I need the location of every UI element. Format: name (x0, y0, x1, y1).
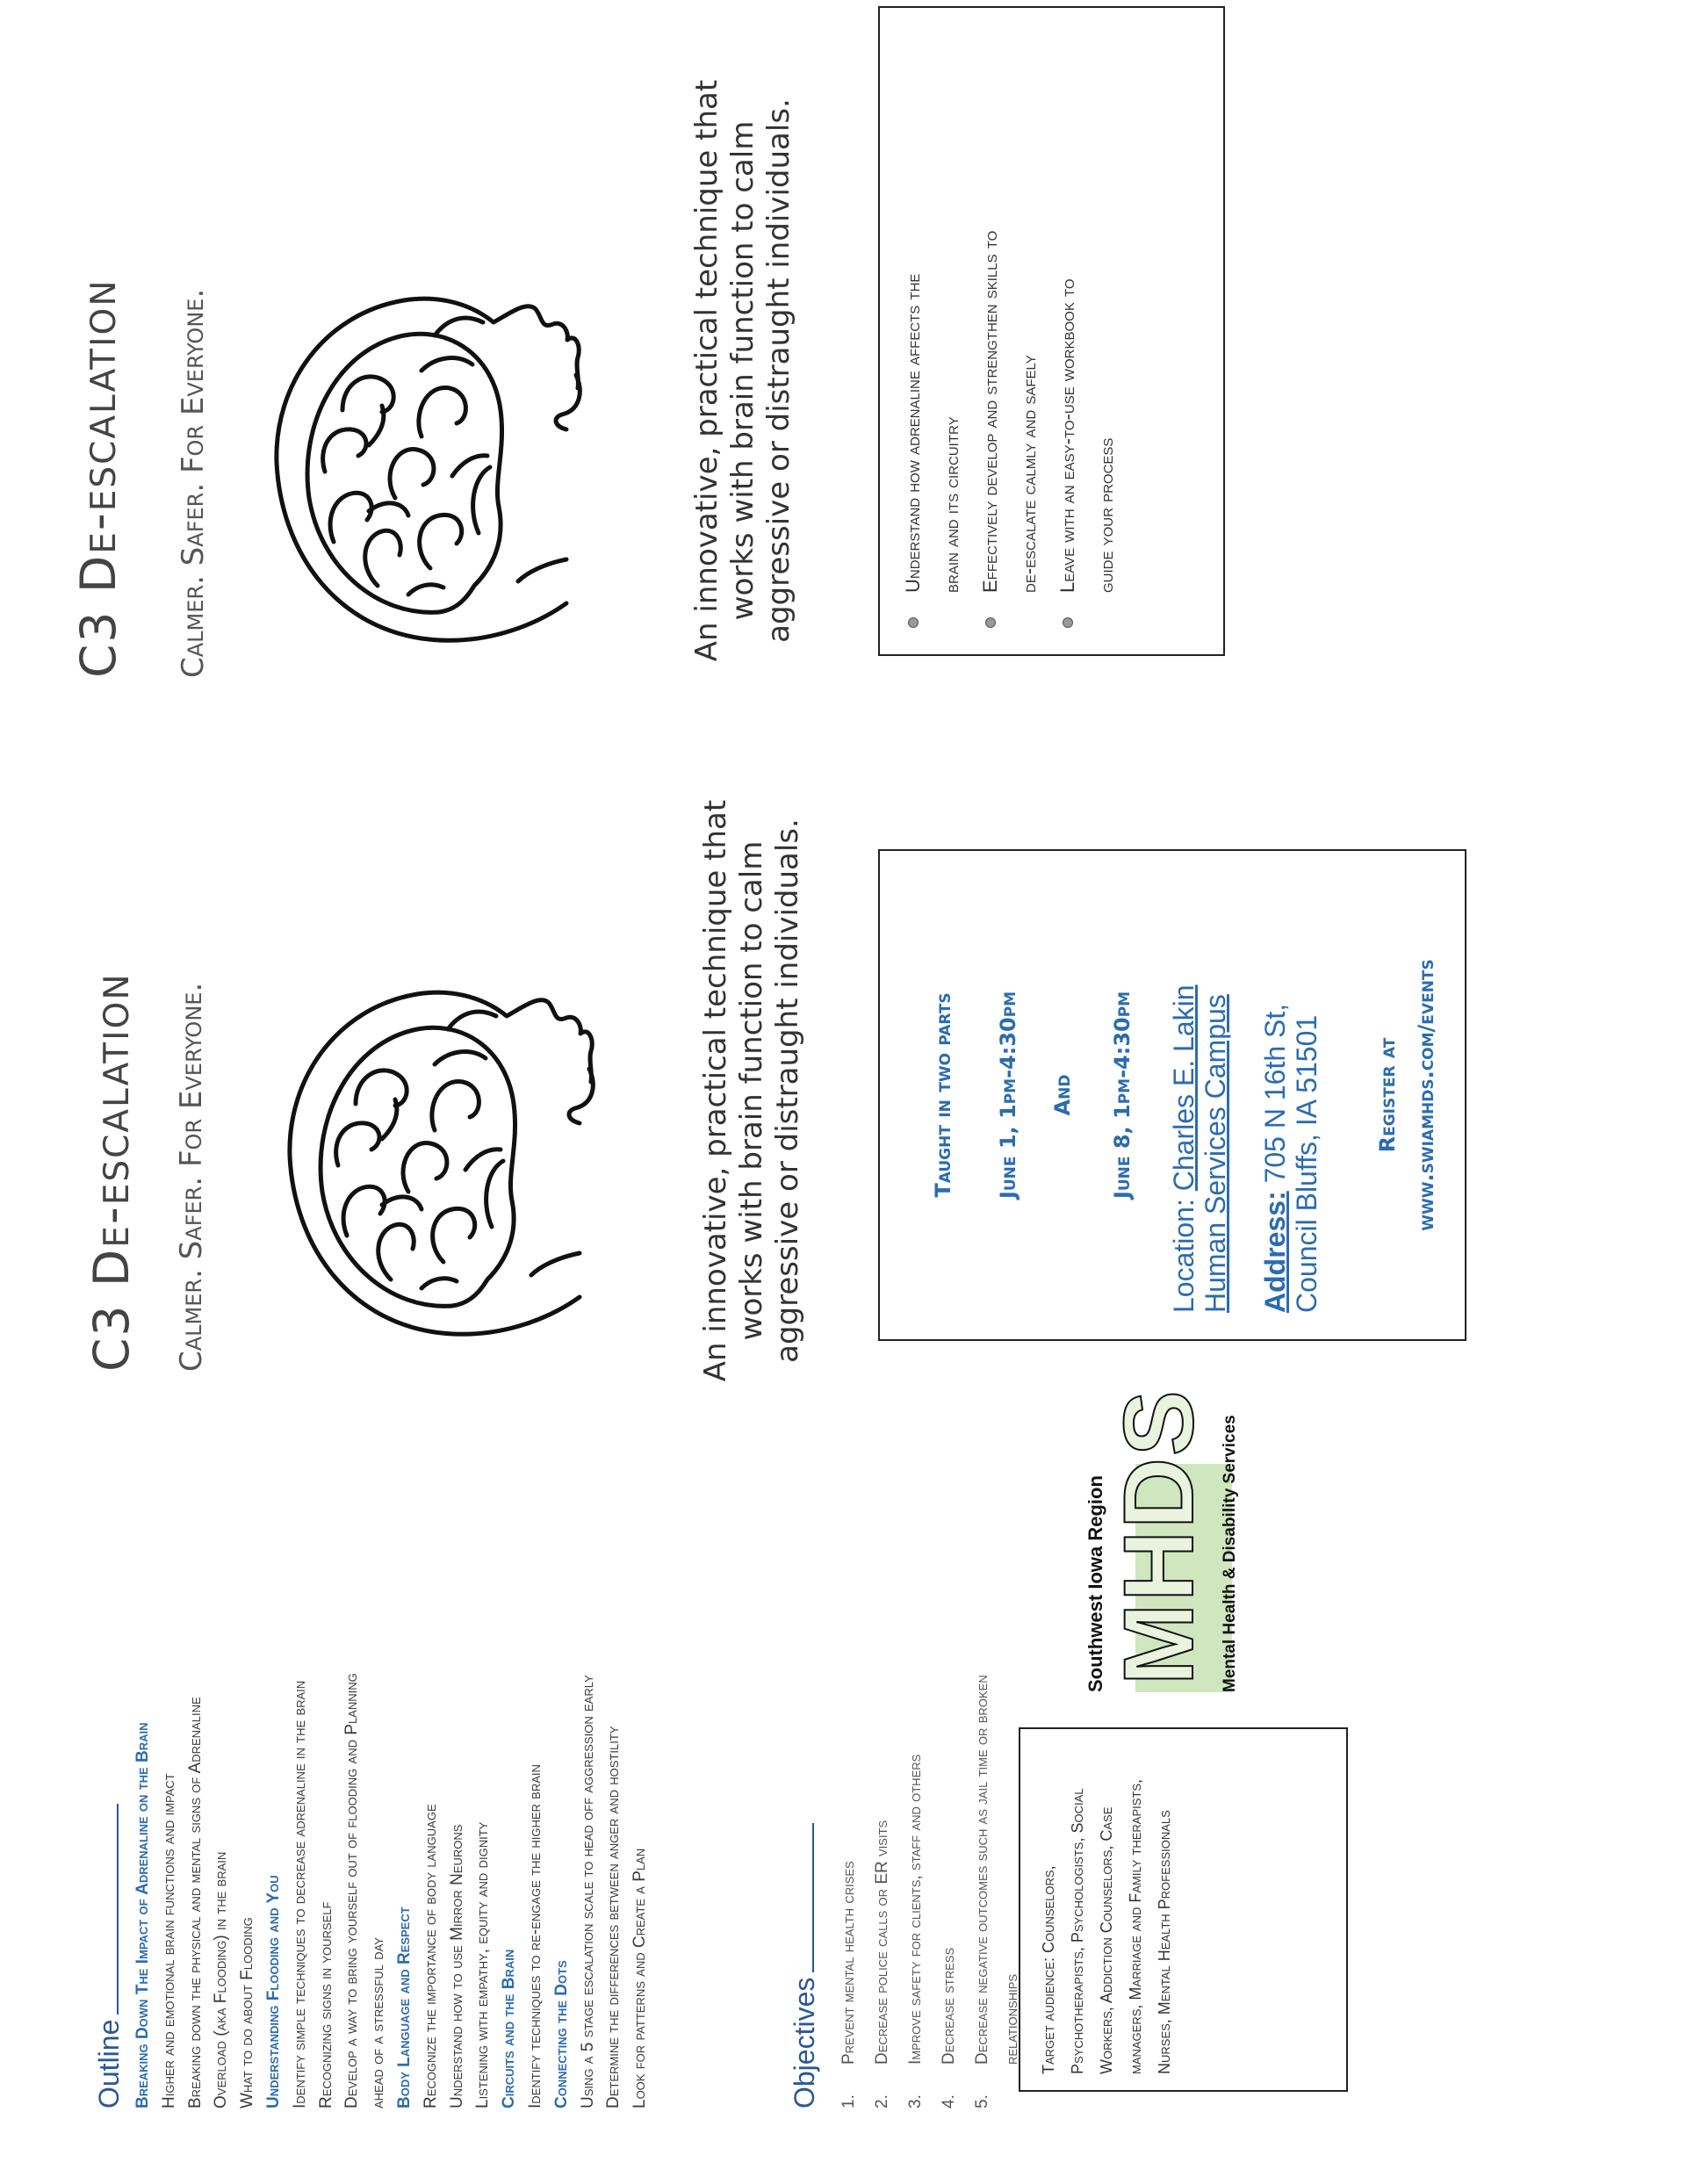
target-audience-box (1019, 1727, 1348, 2092)
outline-line: Understanding Flooding and You (263, 1875, 283, 2108)
objective-text: Decrease stress (940, 1947, 958, 2065)
event-and: And (1050, 1074, 1075, 1116)
outline-line: Identify simple techniques to decrease adrenaline in the brain (290, 1680, 309, 2108)
objective-item (899, 1441, 933, 2108)
objective-item (866, 1441, 899, 2108)
register-url-link[interactable]: www.swiamhds.com/events (1414, 959, 1438, 1231)
outline-line: Circuits and the Brain (500, 1949, 519, 2108)
objective-text: Decrease police calls or ER visits (873, 1820, 891, 2065)
outline-line: Body Language and Respect (394, 1906, 414, 2108)
mhds-logo (1084, 1388, 1339, 1692)
objective-text: Decrease negative outcomes such as jail time or broken (973, 1675, 991, 2065)
brochure-title: C3 De-escalation (83, 972, 140, 1372)
objective-number: 5. (973, 2094, 991, 2108)
event-date-1: June 1, 1pm-4:30pm (996, 991, 1020, 1200)
objectives-heading: Objectives (789, 1823, 821, 2108)
objective-number: 1. (839, 2094, 858, 2108)
address-label: Address: (1259, 1191, 1291, 1313)
outline-panel (0, 1388, 1686, 2184)
logo-mark: MHDS (1104, 1388, 1214, 1685)
outline-line: ahead of a stressful day (369, 1937, 388, 2108)
logo-subtitle: Mental Health & Disability Services (1221, 1415, 1239, 1692)
audience-line: Workers, Addiction Counselors, Case (1098, 1806, 1115, 2074)
outline-line: Higher and emotional brain functions and impact (159, 1773, 178, 2108)
outline-line: Determine the differences between anger and hostility (604, 1726, 623, 2108)
outline-line: Breaking Down The Impact of Adrenaline on the Brain (133, 1722, 152, 2108)
benefit-line: de-escalate calmly and safely (1018, 355, 1040, 593)
brochure-tagline: Calmer. Safer. For Everyone. (174, 982, 209, 1372)
head-brain-icon (263, 287, 588, 674)
outline-line: Overload (aka Flooding) in the brain (212, 1851, 231, 2108)
benefits-list (894, 29, 1126, 628)
logo-region-text: Southwest Iowa Region (1084, 1475, 1106, 1692)
benefit-item (894, 29, 971, 628)
objectives-list (832, 1441, 1026, 2108)
register-block (1368, 877, 1445, 1313)
objective-number: 3. (906, 2094, 925, 2108)
audience-line: Psychotherapists, Psychologists, Social (1069, 1788, 1086, 2074)
objective-item (832, 1441, 866, 2108)
address-line-2: Council Bluffs, IA 51501 (1291, 1014, 1322, 1313)
outline-list (130, 1441, 653, 2108)
objective-item (966, 1441, 999, 2108)
objective-text: Prevent mental health crises (839, 1861, 858, 2065)
outline-line: Breaking down the physical and mental signs of Adrenaline (185, 1697, 205, 2108)
benefit-line: Leave with an easy-to-use workbook to (1056, 278, 1078, 593)
brochure-tagline: Calmer. Safer. For Everyone. (176, 288, 211, 678)
outline-line: Look for patterns and Create a Plan (630, 1848, 650, 2108)
benefit-line: Effectively develop and strengthen skills to (979, 230, 1001, 593)
outline-line: Develop a way to bring yourself out of flooding and Planning (342, 1673, 362, 2108)
benefits-box (878, 6, 1225, 656)
outline-line: What to do about Flooding (238, 1917, 257, 2108)
objective-number: 2. (873, 2094, 891, 2108)
outline-line: Understand how to use Mirror Neurons (447, 1824, 466, 2108)
outline-line: Listening with empathy, equity and dignity (473, 1821, 493, 2108)
benefit-line: brain and its circuitry (940, 416, 962, 593)
description-line: works with brain function to calm (725, 120, 760, 621)
cover-panel (0, 0, 1686, 726)
outline-line: Recognizing signs in yourself (316, 1901, 335, 2108)
outline-line: Identify techniques to re-engage the higher brain (525, 1764, 544, 2108)
audience-line: managers, Marriage and Family therapists, (1127, 1778, 1144, 2074)
outline-line: Recognize the importance of body language (421, 1804, 440, 2108)
description-line: aggressive or distraught individuals. (761, 98, 796, 643)
outline-line: Connecting the Dots (551, 1960, 571, 2108)
event-date-2: June 8, 1pm-4:30pm (1110, 991, 1135, 1200)
event-location (1168, 877, 1231, 1313)
head-brain-icon (277, 981, 602, 1367)
event-panel (0, 726, 1686, 1455)
benefit-line: Understand how adrenaline affects the (902, 273, 924, 593)
objective-number: 4. (940, 2094, 958, 2108)
brochure-description (698, 753, 806, 1429)
audience-line: Nurses, Mental Health Professionals (1156, 1810, 1173, 2074)
benefit-line: guide your process (1095, 437, 1117, 593)
address-line-1: 705 N 16th St, (1259, 1003, 1291, 1192)
objective-text: Improve safety for clients, staff and others (906, 1754, 925, 2065)
register-label: Register at (1375, 1037, 1400, 1153)
location-label: Location: (1168, 1199, 1200, 1313)
location-name-1: Charles E. Lakin (1168, 984, 1200, 1192)
brochure-title: C3 De-escalation (70, 278, 126, 678)
description-line: An innovative, practical technique that (698, 799, 733, 1382)
description-line: aggressive or distraught individuals. (770, 818, 805, 1363)
outline-line: Using a 5 stage escalation scale to head off aggression early (578, 1675, 597, 2108)
outline-heading: Outline (93, 1804, 126, 2108)
event-taught-label: Taught in two parts (931, 992, 955, 1198)
audience-line: Target audience: Counselors, (1040, 1865, 1057, 2074)
location-name-2: Human Services Campus (1200, 994, 1231, 1313)
objective-item-continuation: relationships (1003, 1973, 1021, 2065)
event-details-box (878, 849, 1466, 1341)
benefit-item (1048, 29, 1126, 628)
benefit-item (971, 29, 1048, 628)
event-address (1259, 877, 1322, 1313)
description-line: An innovative, practical technique that (689, 79, 724, 662)
description-line: works with brain function to calm (734, 840, 769, 1341)
objective-item (933, 1441, 966, 2108)
brochure-description (689, 32, 797, 709)
